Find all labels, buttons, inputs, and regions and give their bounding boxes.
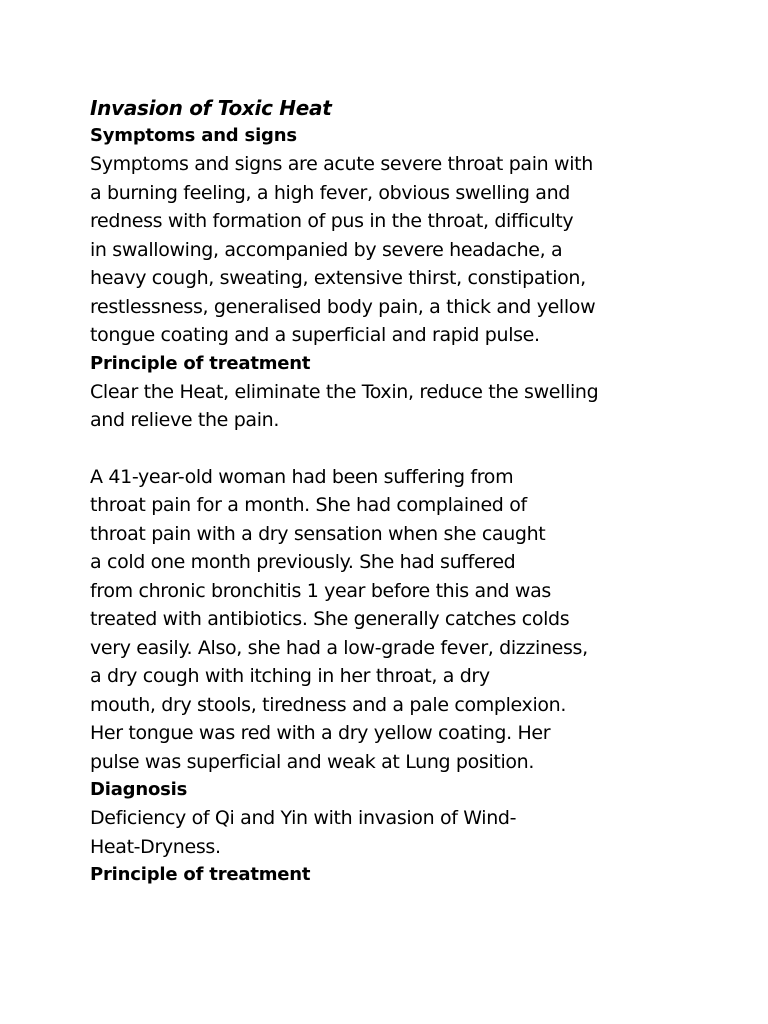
text-line: from chronic bronchitis 1 year before this and was xyxy=(90,579,551,602)
principle-heading: Principle of treatment xyxy=(90,352,311,374)
symptoms-heading: Symptoms and signs xyxy=(90,125,297,146)
text-line: mouth, dry stools, tiredness and a pale complexion. xyxy=(90,693,567,716)
text-line: treated with antibiotics. She generally catches colds xyxy=(90,608,570,630)
text-line: Heat-Dryness. xyxy=(90,835,221,858)
case-paragraph xyxy=(90,463,760,777)
text-line: a cold one month previously. She had suffered xyxy=(90,551,516,573)
document-page xyxy=(90,94,760,889)
text-line: Symptoms and signs are acute severe throat pain with xyxy=(90,153,593,175)
text-line: pulse was superficial and weak at Lung position. xyxy=(90,750,535,773)
text-line: throat pain for a month. She had complained of xyxy=(90,494,527,516)
text-line: Deficiency of Qi and Yin with invasion of Wind- xyxy=(90,807,517,829)
text-line: and relieve the pain. xyxy=(90,409,280,431)
diagnosis-heading: Diagnosis xyxy=(90,779,188,800)
section-title: Invasion of Toxic Heat xyxy=(90,96,332,120)
text-line: very easily. Also, she had a low-grade fever, dizziness, xyxy=(90,636,588,659)
paragraph-spacer xyxy=(90,435,760,463)
principle-paragraph xyxy=(90,378,760,435)
text-line: Clear the Heat, eliminate the Toxin, reduce the swelling xyxy=(90,380,599,403)
diagnosis-paragraph xyxy=(90,804,760,861)
text-line: redness with formation of pus in the throat, difficulty xyxy=(90,210,574,232)
text-line: in swallowing, accompanied by severe headache, a xyxy=(90,238,563,261)
symptoms-paragraph xyxy=(90,150,760,350)
text-line: a burning feeling, a high fever, obvious swelling and xyxy=(90,181,570,204)
text-line: Her tongue was red with a dry yellow coating. Her xyxy=(90,722,551,744)
text-line: heavy cough, sweating, extensive thirst, constipation, xyxy=(90,267,586,289)
case-principle-heading: Principle of treatment xyxy=(90,864,311,885)
text-line: throat pain with a dry sensation when she caught xyxy=(90,522,546,545)
text-line: a dry cough with itching in her throat, a dry xyxy=(90,665,490,687)
text-line: A 41-year-old woman had been suffering from xyxy=(90,465,514,488)
text-line: tongue coating and a superficial and rapid pulse. xyxy=(90,324,540,346)
text-line: restlessness, generalised body pain, a thick and yellow xyxy=(90,295,596,318)
